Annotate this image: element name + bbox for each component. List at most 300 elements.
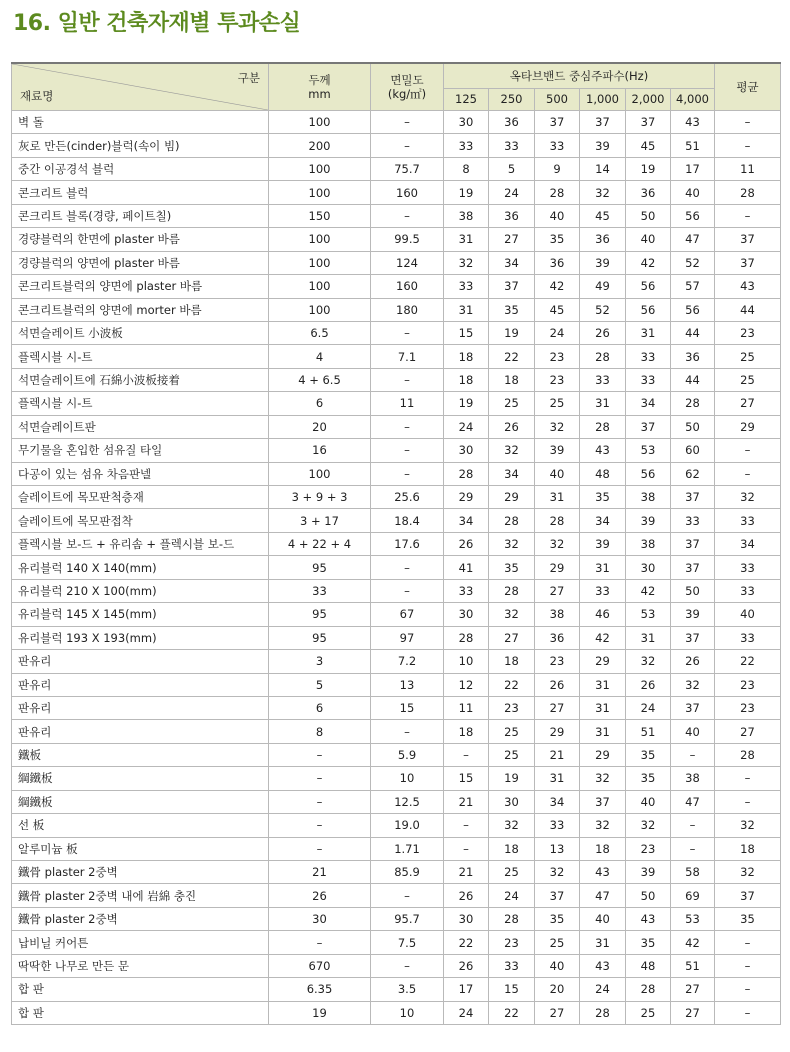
freq-500-cell: 21 — [535, 743, 580, 766]
freq-500-cell: 28 — [535, 181, 580, 204]
density-cell: 95.7 — [371, 907, 444, 930]
freq-2000-cell: 35 — [626, 743, 671, 766]
average-cell: 33 — [715, 626, 781, 649]
density-cell: 19.0 — [371, 814, 444, 837]
freq-500-cell: 32 — [535, 415, 580, 438]
freq-500-cell: 37 — [535, 884, 580, 907]
freq-2000-cell: 32 — [626, 650, 671, 673]
table-row — [12, 275, 781, 298]
thickness-cell: 26 — [269, 884, 371, 907]
freq-125-cell: 21 — [444, 790, 489, 813]
average-cell: – — [715, 767, 781, 790]
freq-500-cell: 45 — [535, 298, 580, 321]
freq-1000-cell: 42 — [580, 626, 626, 649]
density-cell: 1.71 — [371, 837, 444, 860]
freq-1000-cell: 39 — [580, 251, 626, 274]
thickness-cell: 6 — [269, 392, 371, 415]
freq-250-cell: 33 — [489, 954, 535, 977]
material-name-cell: 유리블럭 210 X 100(mm) — [12, 579, 269, 602]
freq-1000-cell: 26 — [580, 321, 626, 344]
density-cell: 10 — [371, 1001, 444, 1024]
density-cell: 3.5 — [371, 978, 444, 1001]
freq-125-cell: 30 — [444, 907, 489, 930]
density-cell: – — [371, 134, 444, 157]
freq-4000-cell: 43 — [671, 111, 715, 134]
freq-2000-cell: 26 — [626, 673, 671, 696]
freq-125-cell: 33 — [444, 134, 489, 157]
table-row — [12, 978, 781, 1001]
freq-4000-cell: 51 — [671, 954, 715, 977]
thickness-cell: 3 + 17 — [269, 509, 371, 532]
average-cell: 28 — [715, 743, 781, 766]
freq-1000-cell: 39 — [580, 134, 626, 157]
freq-125-cell: 28 — [444, 462, 489, 485]
freq-500-cell: 39 — [535, 439, 580, 462]
density-cell: 11 — [371, 392, 444, 415]
material-name-cell: 슬레이트에 목모판척층재 — [12, 486, 269, 509]
thickness-cell: 3 + 9 + 3 — [269, 486, 371, 509]
freq-125-cell: 33 — [444, 579, 489, 602]
material-name-cell: 鐵骨 plaster 2중벽 내에 岩綿 충진 — [12, 884, 269, 907]
freq-4000-cell: 50 — [671, 415, 715, 438]
average-cell: 32 — [715, 861, 781, 884]
freq-4000-cell: 69 — [671, 884, 715, 907]
header-thickness — [269, 63, 371, 111]
freq-1000-cell: 28 — [580, 415, 626, 438]
freq-125-cell: 12 — [444, 673, 489, 696]
freq-2000-cell: 40 — [626, 790, 671, 813]
freq-500-cell: 34 — [535, 790, 580, 813]
density-cell: 5.9 — [371, 743, 444, 766]
freq-2000-cell: 19 — [626, 157, 671, 180]
average-cell: 22 — [715, 650, 781, 673]
freq-4000-cell: 40 — [671, 720, 715, 743]
thickness-cell: 4 + 22 + 4 — [269, 532, 371, 555]
average-cell: – — [715, 931, 781, 954]
freq-4000-cell: 52 — [671, 251, 715, 274]
freq-125-cell: 32 — [444, 251, 489, 274]
density-cell: – — [371, 954, 444, 977]
freq-250-cell: 36 — [489, 204, 535, 227]
table-row — [12, 931, 781, 954]
header-corner-cell — [12, 63, 269, 111]
thickness-cell: – — [269, 767, 371, 790]
freq-125-cell: 10 — [444, 650, 489, 673]
freq-1000-cell: 46 — [580, 603, 626, 626]
freq-500-cell: 33 — [535, 814, 580, 837]
freq-4000-cell: 33 — [671, 509, 715, 532]
freq-1000-cell: 31 — [580, 720, 626, 743]
freq-1000-cell: 31 — [580, 673, 626, 696]
freq-4000-cell: 17 — [671, 157, 715, 180]
density-cell: – — [371, 579, 444, 602]
freq-2000-cell: 37 — [626, 111, 671, 134]
freq-125-cell: 28 — [444, 626, 489, 649]
freq-4000-cell: 32 — [671, 673, 715, 696]
freq-125-cell: 22 — [444, 931, 489, 954]
density-cell: 13 — [371, 673, 444, 696]
thickness-cell: – — [269, 814, 371, 837]
freq-2000-cell: 42 — [626, 251, 671, 274]
freq-125-cell: 18 — [444, 368, 489, 391]
header-average: 평균 — [715, 63, 781, 111]
freq-4000-cell: – — [671, 743, 715, 766]
header-freq-1000: 1,000 — [580, 88, 626, 110]
freq-2000-cell: 38 — [626, 532, 671, 555]
thickness-cell: 6.35 — [269, 978, 371, 1001]
freq-250-cell: 5 — [489, 157, 535, 180]
material-name-cell: 중간 이공경석 블럭 — [12, 157, 269, 180]
freq-4000-cell: 44 — [671, 368, 715, 391]
material-name-cell: 鐵骨 plaster 2중벽 — [12, 861, 269, 884]
freq-4000-cell: 27 — [671, 978, 715, 1001]
freq-1000-cell: 32 — [580, 181, 626, 204]
thickness-cell: 95 — [269, 603, 371, 626]
freq-1000-cell: 28 — [580, 1001, 626, 1024]
table-row — [12, 509, 781, 532]
freq-2000-cell: 39 — [626, 509, 671, 532]
freq-2000-cell: 51 — [626, 720, 671, 743]
freq-500-cell: 28 — [535, 509, 580, 532]
average-cell: 37 — [715, 251, 781, 274]
material-name-cell: 綱鐵板 — [12, 767, 269, 790]
freq-2000-cell: 56 — [626, 298, 671, 321]
freq-500-cell: 23 — [535, 345, 580, 368]
freq-1000-cell: 43 — [580, 439, 626, 462]
header-freq-125: 125 — [444, 88, 489, 110]
average-cell: 32 — [715, 814, 781, 837]
freq-250-cell: 19 — [489, 767, 535, 790]
material-name-cell: 유리블럭 145 X 145(mm) — [12, 603, 269, 626]
table-row — [12, 204, 781, 227]
density-cell: 99.5 — [371, 228, 444, 251]
freq-2000-cell: 28 — [626, 978, 671, 1001]
freq-500-cell: 20 — [535, 978, 580, 1001]
freq-250-cell: 28 — [489, 509, 535, 532]
freq-2000-cell: 40 — [626, 228, 671, 251]
table-row — [12, 532, 781, 555]
freq-2000-cell: 31 — [626, 321, 671, 344]
freq-2000-cell: 56 — [626, 275, 671, 298]
material-name-cell: 경량블럭의 양면에 plaster 바름 — [12, 251, 269, 274]
freq-2000-cell: 35 — [626, 931, 671, 954]
freq-4000-cell: 57 — [671, 275, 715, 298]
freq-2000-cell: 53 — [626, 603, 671, 626]
freq-125-cell: 38 — [444, 204, 489, 227]
freq-250-cell: 32 — [489, 814, 535, 837]
freq-1000-cell: 31 — [580, 931, 626, 954]
material-name-cell: 무기물을 혼입한 섬유질 타일 — [12, 439, 269, 462]
freq-1000-cell: 40 — [580, 907, 626, 930]
header-freq-250: 250 — [489, 88, 535, 110]
freq-1000-cell: 35 — [580, 486, 626, 509]
page-title: 16. 일반 건축자재별 투과손실 — [13, 11, 301, 36]
density-cell: – — [371, 439, 444, 462]
freq-4000-cell: – — [671, 814, 715, 837]
freq-500-cell: 25 — [535, 931, 580, 954]
freq-125-cell: – — [444, 837, 489, 860]
table-row — [12, 462, 781, 485]
average-cell: – — [715, 134, 781, 157]
table-row — [12, 696, 781, 719]
average-cell: 33 — [715, 579, 781, 602]
freq-125-cell: 24 — [444, 415, 489, 438]
freq-2000-cell: 34 — [626, 392, 671, 415]
freq-500-cell: 35 — [535, 228, 580, 251]
table-row — [12, 720, 781, 743]
freq-250-cell: 27 — [489, 228, 535, 251]
thickness-cell: 95 — [269, 556, 371, 579]
thickness-cell: 4 — [269, 345, 371, 368]
average-cell: 18 — [715, 837, 781, 860]
freq-250-cell: 25 — [489, 861, 535, 884]
material-name-cell: 綱鐵板 — [12, 790, 269, 813]
density-cell: – — [371, 204, 444, 227]
freq-2000-cell: 35 — [626, 767, 671, 790]
density-cell: 18.4 — [371, 509, 444, 532]
freq-125-cell: 30 — [444, 111, 489, 134]
freq-2000-cell: 33 — [626, 345, 671, 368]
freq-4000-cell: 39 — [671, 603, 715, 626]
table-row — [12, 603, 781, 626]
header-density-unit: (kg/㎡) — [387, 87, 427, 101]
average-cell: – — [715, 954, 781, 977]
material-name-cell: 콘크리트 블록(경량, 페이트칠) — [12, 204, 269, 227]
freq-250-cell: 26 — [489, 415, 535, 438]
average-cell: 37 — [715, 884, 781, 907]
table-row — [12, 111, 781, 134]
freq-1000-cell: 39 — [580, 532, 626, 555]
average-cell: 43 — [715, 275, 781, 298]
freq-250-cell: 37 — [489, 275, 535, 298]
freq-4000-cell: 51 — [671, 134, 715, 157]
freq-4000-cell: 53 — [671, 907, 715, 930]
freq-500-cell: 33 — [535, 134, 580, 157]
table-row — [12, 439, 781, 462]
table-row — [12, 486, 781, 509]
freq-500-cell: 27 — [535, 1001, 580, 1024]
density-cell: 75.7 — [371, 157, 444, 180]
freq-125-cell: 21 — [444, 861, 489, 884]
thickness-cell: 19 — [269, 1001, 371, 1024]
average-cell: – — [715, 204, 781, 227]
freq-1000-cell: 18 — [580, 837, 626, 860]
freq-125-cell: 33 — [444, 275, 489, 298]
freq-250-cell: 24 — [489, 181, 535, 204]
freq-250-cell: 25 — [489, 392, 535, 415]
material-name-cell: 슬레이트에 목모판접착 — [12, 509, 269, 532]
table-row — [12, 415, 781, 438]
freq-500-cell: 36 — [535, 251, 580, 274]
freq-2000-cell: 45 — [626, 134, 671, 157]
material-name-cell: 석면슬레이트에 石綿小波板接着 — [12, 368, 269, 391]
material-name-cell: 콘크리트블럭의 양면에 plaster 바름 — [12, 275, 269, 298]
freq-4000-cell: 42 — [671, 931, 715, 954]
header-density — [371, 63, 444, 111]
freq-1000-cell: 29 — [580, 650, 626, 673]
freq-1000-cell: 31 — [580, 392, 626, 415]
freq-125-cell: 11 — [444, 696, 489, 719]
density-cell: 7.2 — [371, 650, 444, 673]
header-material-label: 재료명 — [20, 89, 54, 103]
freq-500-cell: 36 — [535, 626, 580, 649]
table-row — [12, 814, 781, 837]
freq-125-cell: 18 — [444, 720, 489, 743]
freq-2000-cell: 53 — [626, 439, 671, 462]
freq-125-cell: – — [444, 743, 489, 766]
material-name-cell: 판유리 — [12, 720, 269, 743]
material-name-cell: 판유리 — [12, 673, 269, 696]
freq-4000-cell: 40 — [671, 181, 715, 204]
average-cell: 23 — [715, 321, 781, 344]
freq-4000-cell: 47 — [671, 228, 715, 251]
freq-500-cell: 40 — [535, 204, 580, 227]
freq-4000-cell: 26 — [671, 650, 715, 673]
freq-250-cell: 15 — [489, 978, 535, 1001]
density-cell: – — [371, 415, 444, 438]
thickness-cell: 95 — [269, 626, 371, 649]
density-cell: – — [371, 720, 444, 743]
freq-500-cell: 37 — [535, 111, 580, 134]
freq-1000-cell: 37 — [580, 790, 626, 813]
freq-500-cell: 29 — [535, 556, 580, 579]
density-cell: 160 — [371, 181, 444, 204]
table-row — [12, 368, 781, 391]
freq-250-cell: 35 — [489, 298, 535, 321]
header-thickness-label: 두께 — [308, 73, 331, 87]
material-name-cell: 판유리 — [12, 650, 269, 673]
table-row — [12, 134, 781, 157]
material-name-cell: 납비닐 커어튼 — [12, 931, 269, 954]
thickness-cell: 4 + 6.5 — [269, 368, 371, 391]
freq-250-cell: 33 — [489, 134, 535, 157]
freq-1000-cell: 33 — [580, 579, 626, 602]
freq-250-cell: 32 — [489, 532, 535, 555]
average-cell: 23 — [715, 696, 781, 719]
thickness-cell: 100 — [269, 228, 371, 251]
thickness-cell: 150 — [269, 204, 371, 227]
density-cell: 17.6 — [371, 532, 444, 555]
density-cell: 180 — [371, 298, 444, 321]
header-freq-4000: 4,000 — [671, 88, 715, 110]
thickness-cell: 670 — [269, 954, 371, 977]
freq-500-cell: 26 — [535, 673, 580, 696]
freq-4000-cell: 60 — [671, 439, 715, 462]
freq-500-cell: 9 — [535, 157, 580, 180]
thickness-cell: 6.5 — [269, 321, 371, 344]
freq-250-cell: 27 — [489, 626, 535, 649]
material-name-cell: 다공이 있는 섬유 차음판넬 — [12, 462, 269, 485]
freq-125-cell: 31 — [444, 298, 489, 321]
freq-4000-cell: 37 — [671, 486, 715, 509]
freq-500-cell: 25 — [535, 392, 580, 415]
density-cell: – — [371, 884, 444, 907]
thickness-cell: – — [269, 790, 371, 813]
freq-250-cell: 22 — [489, 673, 535, 696]
freq-4000-cell: 56 — [671, 298, 715, 321]
freq-125-cell: 30 — [444, 603, 489, 626]
freq-125-cell: 15 — [444, 767, 489, 790]
average-cell: 32 — [715, 486, 781, 509]
freq-4000-cell: 37 — [671, 532, 715, 555]
freq-4000-cell: 37 — [671, 696, 715, 719]
material-name-cell: 석면슬레이트 小波板 — [12, 321, 269, 344]
freq-4000-cell: 37 — [671, 556, 715, 579]
average-cell: 29 — [715, 415, 781, 438]
density-cell: – — [371, 462, 444, 485]
freq-2000-cell: 38 — [626, 486, 671, 509]
table-row — [12, 157, 781, 180]
thickness-cell: 100 — [269, 181, 371, 204]
material-name-cell: 판유리 — [12, 696, 269, 719]
freq-1000-cell: 52 — [580, 298, 626, 321]
freq-4000-cell: 58 — [671, 861, 715, 884]
freq-250-cell: 32 — [489, 603, 535, 626]
table-row — [12, 392, 781, 415]
freq-500-cell: 13 — [535, 837, 580, 860]
average-cell: 25 — [715, 345, 781, 368]
freq-4000-cell: 37 — [671, 626, 715, 649]
thickness-cell: 5 — [269, 673, 371, 696]
freq-125-cell: 18 — [444, 345, 489, 368]
density-cell: 10 — [371, 767, 444, 790]
freq-1000-cell: 49 — [580, 275, 626, 298]
freq-250-cell: 24 — [489, 884, 535, 907]
freq-250-cell: 36 — [489, 111, 535, 134]
material-name-cell: 콘크리트블럭의 양면에 morter 바름 — [12, 298, 269, 321]
material-name-cell: 鐵板 — [12, 743, 269, 766]
thickness-cell: 100 — [269, 157, 371, 180]
freq-500-cell: 32 — [535, 861, 580, 884]
freq-4000-cell: 27 — [671, 1001, 715, 1024]
average-cell: – — [715, 1001, 781, 1024]
freq-125-cell: 8 — [444, 157, 489, 180]
freq-500-cell: 35 — [535, 907, 580, 930]
freq-2000-cell: 36 — [626, 181, 671, 204]
average-cell: – — [715, 462, 781, 485]
freq-250-cell: 32 — [489, 439, 535, 462]
freq-1000-cell: 24 — [580, 978, 626, 1001]
table-row — [12, 228, 781, 251]
freq-4000-cell: 38 — [671, 767, 715, 790]
average-cell: 27 — [715, 720, 781, 743]
density-cell: 85.9 — [371, 861, 444, 884]
freq-500-cell: 23 — [535, 650, 580, 673]
material-name-cell: 합 판 — [12, 1001, 269, 1024]
thickness-cell: 100 — [269, 251, 371, 274]
freq-2000-cell: 33 — [626, 368, 671, 391]
freq-2000-cell: 56 — [626, 462, 671, 485]
table-header — [12, 63, 781, 111]
freq-500-cell: 42 — [535, 275, 580, 298]
freq-1000-cell: 36 — [580, 228, 626, 251]
freq-1000-cell: 34 — [580, 509, 626, 532]
transmission-loss-table — [11, 62, 781, 1025]
header-freq-2000: 2,000 — [626, 88, 671, 110]
table-row — [12, 907, 781, 930]
freq-1000-cell: 29 — [580, 743, 626, 766]
density-cell: – — [371, 111, 444, 134]
freq-250-cell: 22 — [489, 345, 535, 368]
average-cell: 44 — [715, 298, 781, 321]
freq-4000-cell: 62 — [671, 462, 715, 485]
average-cell: 33 — [715, 556, 781, 579]
average-cell: 28 — [715, 181, 781, 204]
thickness-cell: 100 — [269, 111, 371, 134]
density-cell: – — [371, 321, 444, 344]
header-octave-band: 옥타브밴드 중심주파수(Hz) — [444, 63, 715, 88]
freq-1000-cell: 37 — [580, 111, 626, 134]
